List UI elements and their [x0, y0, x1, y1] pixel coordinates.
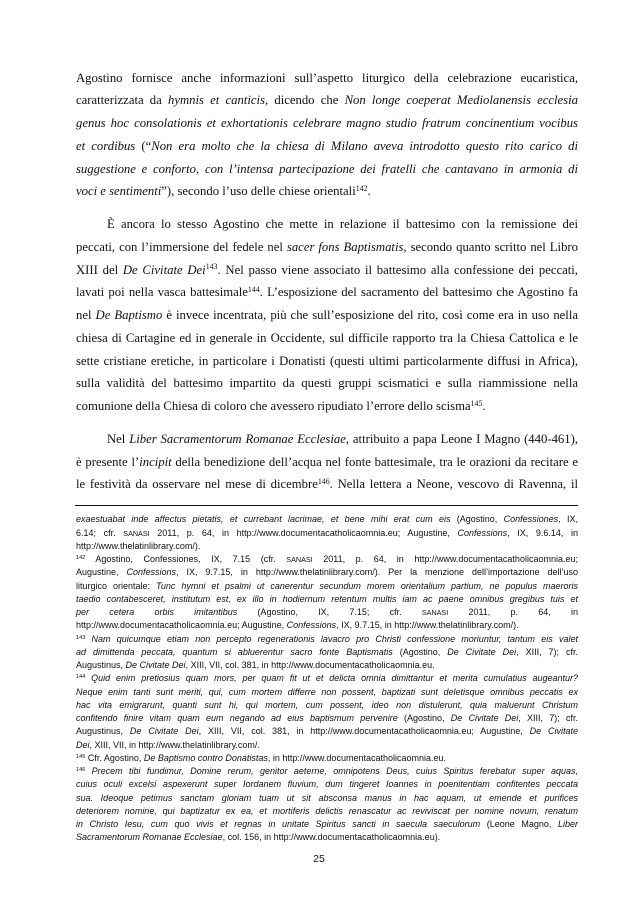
line-content: [76, 700, 578, 710]
italic-text: hac vita emigrarunt, quanti sunt hi, qui mortem, cum possent, ideo non distulerunt, quia maluerunt Christum: [76, 699, 578, 710]
text-run: Agostino fornisce anche informazioni sull’aspetto liturgico della celebrazione eucaristica,: [76, 70, 578, 85]
line-content: [76, 726, 578, 736]
text-run: le festività da osservare nel mese di dicembre: [76, 477, 318, 492]
body-paragraph: [76, 428, 578, 496]
body-text-line: [76, 327, 578, 350]
small-caps-author: SANASI: [421, 608, 449, 618]
body-text-line: [76, 213, 578, 236]
footnotes: [76, 513, 578, 844]
italic-text: deteriorem nomine, qui baptizatur ex ea, et mortiferis delictis renascatur ac reviviscat per nomine novum, renatum: [76, 805, 578, 816]
italic-text: ad dimittenda peccata, quantum si abluerentur sacro fonte Baptismatis: [76, 646, 393, 657]
italic-text: De Baptismo: [95, 308, 163, 323]
line-content: [76, 139, 578, 153]
text-run: Augustinus,: [76, 660, 126, 671]
italic-text: Nam quicumque etiam non percepto regenerationis lavacro pro Christi confessione moriuntur, tantum eis valet: [85, 633, 578, 644]
text-run: comunione della Chiesa di coloro che avessero ripudiato l’errore dello scisma: [76, 399, 471, 414]
line-content: [76, 331, 578, 345]
footnote-line: [76, 818, 578, 831]
text-run: sulla validità del battesimo impartito da questi gruppi scismatici e sulla riammissione nella: [76, 376, 578, 391]
italic-text: De Civitate Dei: [122, 262, 206, 277]
text-run: (Leone Magno,: [480, 819, 558, 830]
italic-text: genus hoc consolationis et exhortationis celebrare magno studio fratrum concinentium vocibus: [76, 116, 578, 131]
line-content: [76, 647, 578, 657]
text-run: della benedizione dell’acqua nel fonte battesimale, tra le orazioni da recitare e: [171, 454, 578, 469]
line-content: [76, 687, 578, 697]
text-run: XIII del: [76, 262, 123, 277]
footnote-separator: [75, 505, 578, 506]
body-text-line: [76, 112, 578, 135]
body-paragraph: [76, 67, 578, 204]
footnote: [76, 752, 578, 765]
italic-text: De Civitate Dei: [450, 713, 519, 724]
line-content: [76, 184, 371, 198]
text-run: Cfr. Agostino,: [85, 752, 144, 763]
italic-text: Precem tibi fundimur, Domine rerum, genitor aeterne, omnipotens Deus, cuius Spiritus ferebatur super aquas,: [85, 766, 578, 777]
text-run: .: [367, 184, 371, 199]
italic-text: incipit: [139, 454, 172, 469]
text-run: , XIII, VII, col. 381, in http://www.documentacatholicaomnia.eu; Augustine,: [198, 726, 530, 737]
italic-text: De Civitate Dei: [125, 660, 186, 671]
line-content: [76, 285, 578, 299]
footnote-line: [76, 792, 578, 805]
footnote-reference: 145: [470, 398, 483, 408]
text-run: 2011, p. 64, in http://www.documentacatholicaomnia.eu; Augustine,: [149, 527, 458, 538]
footnote-line: [76, 553, 578, 566]
footnote-number: 143: [76, 634, 86, 641]
italic-text: Liber: [557, 819, 578, 830]
line-content: [76, 753, 446, 763]
text-run: http://www.thelatinlibrary.com/).: [76, 540, 201, 551]
text-run: lavati poi nella vasca battesimale: [76, 285, 248, 300]
footnote-line: [76, 686, 578, 699]
footnote-line: [76, 765, 578, 778]
italic-text: cuius oculi excelsi aspexerunt super Iordanem fluvium, dum tingeret Ioannes in poenitentiam confitentes peccata: [76, 779, 578, 790]
footnote-line: [76, 659, 578, 672]
footnote: [76, 633, 578, 673]
text-run: È ancora lo stesso Agostino che mette in relazione il battesimo con la remissione dei: [107, 217, 578, 232]
footnote-line: [76, 831, 578, 844]
footnote-line: [76, 580, 578, 593]
body-text-line: [76, 281, 578, 304]
line-content: [76, 240, 578, 254]
body-text: [76, 67, 578, 497]
italic-text: Dei: [76, 739, 90, 750]
text-run: sette cristiane eretiche, in particolare i Donatisti (questi ultimi particolarmente diffusi in Africa),: [76, 353, 578, 368]
footnote-line: [76, 646, 578, 659]
line-content: [76, 594, 578, 604]
text-run: . Nel passo viene associato il battesimo alla confessione dei peccati,: [217, 262, 578, 277]
footnote-line: [76, 805, 578, 818]
italic-text: in Christo Iesu, cum quo vivis et regnas in unitate Spiritus sancti in saecula saeculorum: [76, 819, 481, 830]
footnote: [76, 513, 578, 553]
text-run: , in http://www.documentacatholicaomnia.eu.: [267, 752, 447, 763]
text-run: ”), secondo l’uso delle chiese orientali: [161, 184, 356, 199]
text-run: .: [482, 399, 486, 414]
body-text-line: [76, 89, 578, 112]
italic-text: sacer fons Baptismatis: [286, 239, 404, 254]
small-caps-author: SANASI: [123, 528, 150, 538]
line-content: [76, 673, 578, 683]
line-content: [76, 779, 578, 789]
italic-text: Confessions: [126, 567, 177, 578]
line-content: [76, 528, 578, 538]
line-content: [107, 217, 578, 231]
text-run: (Agostino,: [397, 713, 451, 724]
line-content: [76, 376, 578, 390]
text-run: , dicendo che: [264, 93, 345, 108]
footnote-line: [76, 725, 578, 738]
body-text-line: [76, 259, 578, 282]
italic-text: sua. Ideoque petimus sanctam gloriam tuam ut sit absconsa manus in hac aquam, ut emende et purifices: [76, 792, 578, 803]
text-run: Augustinus,: [76, 726, 130, 737]
text-run: 2011, p. 64, in: [448, 607, 578, 618]
text-run: peccati, con l’immersione del fedele nel: [76, 239, 287, 254]
footnote-line: [76, 752, 578, 765]
text-run: Nel: [107, 431, 130, 446]
italic-text: De Civitate: [529, 726, 578, 737]
line-content: [76, 93, 578, 107]
italic-text: Tunc hymni et psalmi ut canerentur secundum morem orientalium partium, ne populus maeroris: [156, 580, 578, 591]
line-content: [76, 514, 578, 524]
line-content: [76, 477, 578, 491]
body-text-line: [76, 180, 578, 203]
text-run: , IX,: [558, 514, 578, 525]
line-content: [76, 713, 578, 723]
footnote-line: [76, 527, 578, 540]
footnote-number: 146: [76, 767, 86, 774]
text-run: Augustine,: [76, 567, 127, 578]
footnote-line: [76, 593, 578, 606]
text-run: . Nella lettera a Neone, vescovo di Ravenna, il: [329, 477, 579, 492]
line-content: [76, 567, 578, 577]
line-content: [76, 455, 578, 469]
text-run: , col. 156, in http://www.documentacatholicaomnia.eu).: [222, 832, 441, 843]
footnote-number: 145: [76, 753, 86, 760]
line-content: [76, 263, 578, 277]
footnote-line: [76, 712, 578, 725]
body-paragraph: [76, 213, 578, 418]
line-content: [107, 432, 578, 446]
line-content: [76, 806, 578, 816]
italic-text: Non longe coeperat Mediolanensis ecclesia: [344, 93, 578, 108]
body-text-line: [76, 135, 578, 158]
small-caps-author: SANASI: [286, 555, 313, 565]
text-run: , XIII, 7); cfr.: [516, 646, 578, 657]
line-content: [76, 308, 578, 322]
text-run: (Agostino,: [392, 646, 448, 657]
text-run: . L’esposizione del sacramento del battesimo che Agostino fa: [259, 285, 578, 300]
line-content: [76, 354, 578, 368]
body-text-line: [76, 395, 578, 418]
body-text-line: [76, 236, 578, 259]
text-run: Agostino, Confessiones, IX, 7.15 (cfr.: [85, 554, 287, 565]
line-content: [76, 554, 578, 564]
line-content: [76, 819, 578, 829]
line-content: [76, 832, 440, 842]
italic-text: exaestuabat inde affectus pietatis, et currebant lacrimae, et bene mihi erat cum eis: [76, 514, 451, 525]
footnote-reference: 143: [205, 262, 218, 272]
italic-text: Sacramentorum Romanae Ecclesiae: [76, 832, 223, 843]
footnote-line: [76, 739, 578, 752]
line-content: [76, 581, 578, 591]
italic-text: Non era molto che la chiesa di Milano aveva introdotto questo rito carico di: [151, 138, 578, 153]
footnote-line: [76, 619, 578, 632]
footnote: [76, 672, 578, 752]
italic-text: Quid enim pretiosius quam mors, per quam fit ut et delicta omnia dimittantur et merita cumulatius augeantur?: [85, 673, 578, 684]
text-run: chiesa di Cartagine ed in generale in Occidente, sul difficile rapporto tra la Chiesa Cattolica e le: [76, 330, 578, 345]
italic-text: suggestione e conforto, con l’intensa partecipazione dei fratelli che cantavano in armonia di: [76, 161, 578, 176]
text-run: , IX, 9.6.14, in: [507, 527, 578, 538]
italic-text: Confessions: [457, 527, 508, 538]
line-content: [76, 793, 578, 803]
line-content: [76, 620, 519, 630]
text-run: , XIII, 7); cfr.: [518, 713, 578, 724]
text-run: liturgico orientale:: [76, 580, 157, 591]
text-run: , IX, 9.7.15, in http://www.thelatinlibrary.com/). Per la menzione dell’importazione dell’uso: [176, 567, 579, 578]
italic-text: per cetera orbis imitantibus: [76, 607, 238, 618]
footnote-line: [76, 672, 578, 685]
italic-text: De Civitate Dei: [129, 726, 199, 737]
body-text-line: [76, 158, 578, 181]
text-run: (Agostino,: [450, 514, 504, 525]
text-run: è presente l’: [76, 454, 140, 469]
footnote-line: [76, 778, 578, 791]
italic-text: De Civitate Dei: [447, 646, 517, 657]
line-content: [76, 607, 578, 617]
italic-text: confitendo finire vitam quam eum negando ad eius baptismum pervenire: [76, 713, 398, 724]
body-text-line: [76, 372, 578, 395]
italic-text: De Baptismo contro Donatistas: [143, 752, 268, 763]
footnote-reference: 146: [317, 477, 330, 487]
body-text-line: [76, 473, 578, 496]
text-run: nel: [76, 308, 96, 323]
footnote-number: 144: [76, 674, 86, 681]
page-number: 25: [313, 853, 325, 865]
line-content: [76, 541, 200, 551]
footnote-line: [76, 566, 578, 579]
text-run: http://www.documentacatholicaomnia.eu; Augustine,: [76, 620, 287, 631]
text-run: (Agostino, IX, 7.15; cfr.: [237, 607, 422, 618]
text-run: (“: [135, 138, 152, 153]
line-content: [76, 71, 578, 85]
text-run: , attribuito a papa Leone I Magno (440-461),: [345, 431, 578, 446]
footnote: [76, 553, 578, 633]
italic-text: taedio contabesceret, institutum est, ex illo in hodiernum retentum multis iam ac paene omnibus gregibus tuis et: [76, 593, 578, 604]
italic-text: hymnis et canticis: [168, 93, 265, 108]
text-run: 2011, p. 64, in http://www.documentacatholicaomnia.eu;: [312, 554, 578, 565]
footnote-line: [76, 606, 578, 619]
footnote-line: [76, 540, 578, 553]
footnote-number: 142: [76, 555, 86, 562]
text-run: è invece incentrata, più che sull’esposizione del rito, così come era in uso nella: [162, 308, 578, 323]
line-content: [76, 740, 260, 750]
line-content: [76, 116, 578, 130]
text-run: 6.14; cfr.: [76, 527, 124, 538]
line-content: [76, 162, 578, 176]
italic-text: Neque enim tanti sunt meriti, qui, cum mortem differre non possent, baptizati sunt deletisque omnibus peccatis ex: [76, 686, 578, 697]
body-text-line: [76, 428, 578, 451]
body-text-line: [76, 304, 578, 327]
text-run: , XIII, VII, in http://www.thelatinlibrary.com/.: [89, 739, 260, 750]
text-run: , XIII, VII, col. 381, in http://www.documentacatholicaomnia.eu.: [185, 660, 435, 671]
italic-text: Confessions: [286, 620, 337, 631]
footnote-line: [76, 513, 578, 526]
line-content: [76, 399, 486, 413]
italic-text: voci e sentimenti: [76, 184, 162, 199]
line-content: [76, 660, 435, 670]
line-content: [76, 766, 578, 776]
footnote: [76, 765, 578, 845]
footnote-line: [76, 699, 578, 712]
footnote-reference: 142: [355, 184, 368, 194]
footnote-line: [76, 633, 578, 646]
body-text-line: [76, 67, 578, 90]
footnote-reference: 144: [247, 285, 260, 295]
text-run: , secondo quanto scritto nel Libro: [403, 239, 578, 254]
line-content: [76, 634, 578, 644]
italic-text: Confessiones: [503, 514, 559, 525]
italic-text: et cordibus: [76, 138, 136, 153]
text-run: caratterizzata da: [76, 93, 168, 108]
body-text-line: [76, 350, 578, 373]
italic-text: Liber Sacramentorum Romanae Ecclesiae: [129, 431, 346, 446]
text-run: , IX, 9.7.15, in http://www.thelatinlibrary.com/).: [336, 620, 519, 631]
body-text-line: [76, 451, 578, 474]
